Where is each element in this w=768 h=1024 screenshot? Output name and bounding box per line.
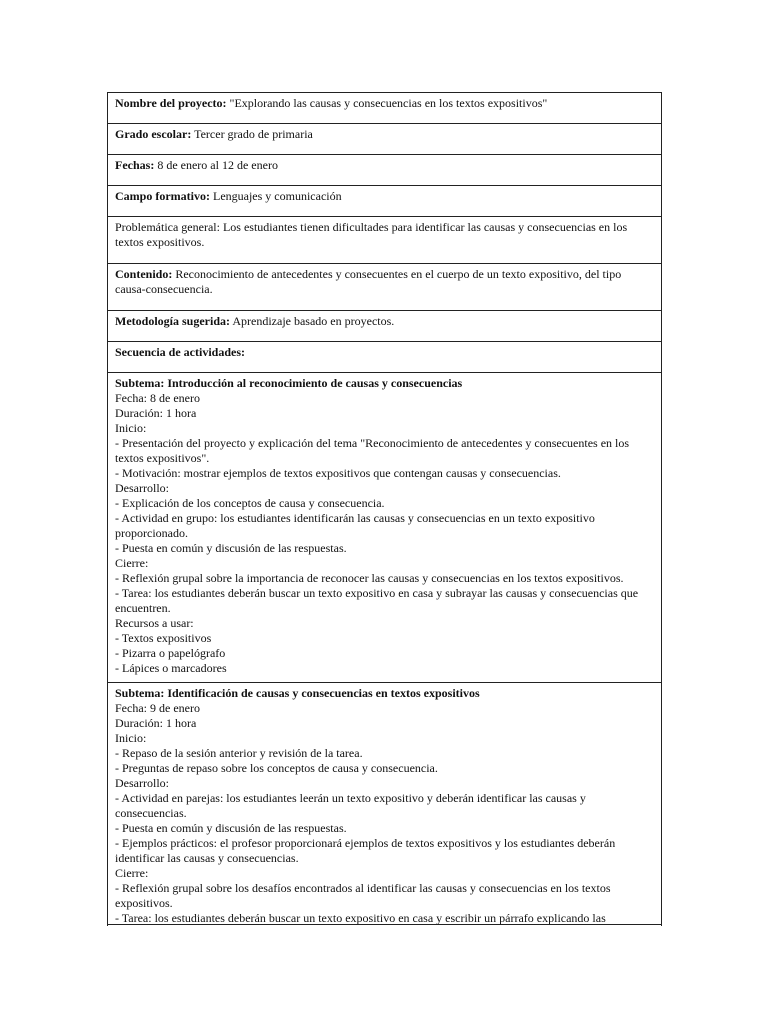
subtema2-line: - Reflexión grupal sobre los desafíos encontrados al identificar las causas y consecuencias en los textos expositivos. xyxy=(115,881,611,910)
proyecto-label: Nombre del proyecto: xyxy=(115,96,227,110)
row-subtema-2 xyxy=(108,683,661,925)
campo-label: Campo formativo: xyxy=(115,189,210,203)
subtema1-line: - Motivación: mostrar ejemplos de textos expositivos que contengan causas y consecuencias. xyxy=(115,466,561,480)
row-grado xyxy=(108,124,661,155)
contenido-label: Contenido: xyxy=(115,267,173,281)
project-table xyxy=(107,92,662,926)
subtema2-line: - Tarea: los estudiantes deberán buscar un texto expositivo en casa y escribir un párrafo explicando las xyxy=(115,911,606,925)
metodologia-label: Metodología sugerida: xyxy=(115,314,230,328)
campo-value: Lenguajes y comunicación xyxy=(209,189,342,203)
fechas-label: Fechas: xyxy=(115,158,155,172)
row-proyecto xyxy=(108,93,661,124)
subtema1-line: Desarrollo: xyxy=(115,481,169,495)
row-campo xyxy=(108,186,661,217)
proyecto-value: "Explorando las causas y consecuencias en los textos expositivos" xyxy=(226,96,548,110)
subtema2-line: - Ejemplos prácticos: el profesor proporcionará ejemplos de textos expositivos y los estudiantes deberán identificar las causas y consecuencias. xyxy=(115,836,616,865)
subtema1-line: - Puesta en común y discusión de las respuestas. xyxy=(115,541,347,555)
subtema2-line: - Actividad en parejas: los estudiantes leerán un texto expositivo y deberán identificar las causas y consecuencias. xyxy=(115,791,586,820)
row-problematica xyxy=(108,217,661,264)
subtema2-line: - Puesta en común y discusión de las respuestas. xyxy=(115,821,347,835)
row-contenido xyxy=(108,264,661,311)
subtema1-line: Recursos a usar: xyxy=(115,616,194,630)
subtema1-line: Inicio: xyxy=(115,421,147,435)
subtema1-line: - Explicación de los conceptos de causa y consecuencia. xyxy=(115,496,385,510)
subtema1-line: - Tarea: los estudiantes deberán buscar un texto expositivo en casa y subrayar las causas y consecuencias que encuentren. xyxy=(115,586,639,615)
grado-label: Grado escolar: xyxy=(115,127,192,141)
problematica-text: Problemática general: Los estudiantes tienen dificultades para identificar las causas y consecuencias en los textos expositivos. xyxy=(115,220,628,249)
subtema-1-title: Subtema: Introducción al reconocimiento de causas y consecuencias xyxy=(115,376,463,390)
subtema2-line: Desarrollo: xyxy=(115,776,169,790)
secuencia-label: Secuencia de actividades: xyxy=(115,345,245,359)
subtema-2-lines xyxy=(115,701,654,925)
subtema1-line: - Pizarra o papelógrafo xyxy=(115,646,226,660)
subtema2-line: - Repaso de la sesión anterior y revisión de la tarea. xyxy=(115,746,363,760)
subtema-1-lines xyxy=(115,391,654,676)
subtema2-line: Fecha: 9 de enero xyxy=(115,701,200,715)
row-secuencia xyxy=(108,342,661,373)
fechas-value: 8 de enero al 12 de enero xyxy=(154,158,278,172)
subtema1-line: Cierre: xyxy=(115,556,149,570)
subtema2-line: Inicio: xyxy=(115,731,147,745)
subtema1-line: Fecha: 8 de enero xyxy=(115,391,200,405)
subtema1-line: - Textos expositivos xyxy=(115,631,212,645)
subtema2-line: - Preguntas de repaso sobre los conceptos de causa y consecuencia. xyxy=(115,761,438,775)
row-metodologia xyxy=(108,311,661,342)
subtema-2-title: Subtema: Identificación de causas y consecuencias en textos expositivos xyxy=(115,686,480,700)
grado-value: Tercer grado de primaria xyxy=(191,127,313,141)
subtema2-line: Cierre: xyxy=(115,866,149,880)
subtema1-line: - Presentación del proyecto y explicación del tema "Reconocimiento de antecedentes y consecuentes en los textos expositivos". xyxy=(115,436,630,465)
subtema1-line: - Reflexión grupal sobre la importancia de reconocer las causas y consecuencias en los textos expositivos. xyxy=(115,571,624,585)
subtema2-line: Duración: 1 hora xyxy=(115,716,197,730)
metodologia-value: Aprendizaje basado en proyectos. xyxy=(230,314,395,328)
row-fechas xyxy=(108,155,661,186)
contenido-value: Reconocimiento de antecedentes y consecuentes en el cuerpo de un texto expositivo, del tipo causa-consecuencia. xyxy=(115,267,622,296)
row-subtema-1 xyxy=(108,373,661,683)
subtema1-line: - Lápices o marcadores xyxy=(115,661,227,675)
subtema1-line: - Actividad en grupo: los estudiantes identificarán las causas y consecuencias en un texto expositivo proporcionado. xyxy=(115,511,595,540)
subtema1-line: Duración: 1 hora xyxy=(115,406,197,420)
